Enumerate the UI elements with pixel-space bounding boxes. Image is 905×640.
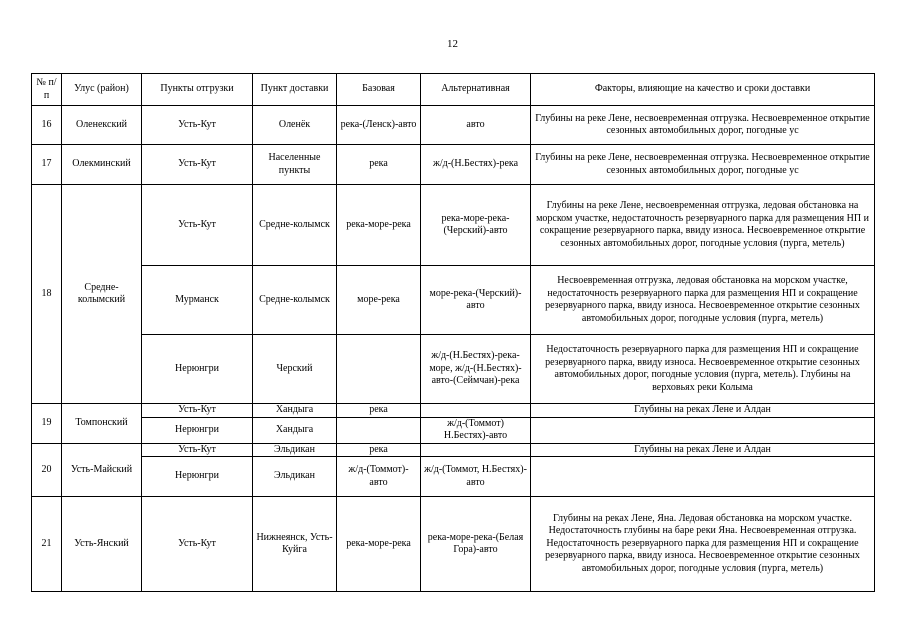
header-factors: Факторы, влияющие на качество и сроки доставки: [531, 74, 875, 106]
shipping-point: Нерюнгри: [142, 457, 253, 497]
row-number: 16: [32, 106, 62, 145]
base-route: море-река: [337, 266, 421, 335]
shipping-point: Усть-Кут: [142, 145, 253, 185]
row-number: 21: [32, 497, 62, 592]
factors-text: Глубины на реке Лене, несвоевременная отгрузка. Несвоевременное открытие сезонных автомобильных дорог, погодные ус: [531, 145, 875, 185]
factors-text: Недостаточность резервуарного парка для размещения НП и сокращение резервуарного парка, ввиду износа. Несвоевременное открытие сезонных автомобильных дорог, погодные условия (пурга, метель). Глубины на верховьях реки Колыма: [531, 335, 875, 404]
ulus-name: Томпонский: [62, 404, 142, 444]
base-route: ж/д-(Томмот)-авто: [337, 457, 421, 497]
shipping-point: Усть-Кут: [142, 106, 253, 145]
factors-text: [531, 417, 875, 443]
header-alt: Альтернативная: [421, 74, 531, 106]
table-row: [32, 266, 875, 335]
shipping-point: Нерюнгри: [142, 417, 253, 443]
header-delivery: Пункт доставки: [253, 74, 337, 106]
row-number: 18: [32, 185, 62, 404]
delivery-point: Оленёк: [253, 106, 337, 145]
alt-route: ж/д-(Н.Бестях)-река-море, ж/д-(Н.Бестях)-авто-(Сеймчан)-река: [421, 335, 531, 404]
factors-text: [531, 457, 875, 497]
delivery-point: Средне-колымск: [253, 185, 337, 266]
table-row: [32, 417, 875, 443]
page-number: 12: [447, 38, 458, 50]
shipping-point: Усть-Кут: [142, 185, 253, 266]
table-header-row: [32, 74, 875, 106]
header-num: № п/п: [32, 74, 62, 106]
delivery-point: Эльдикан: [253, 443, 337, 457]
alt-route: [421, 443, 531, 457]
delivery-point: Населенные пункты: [253, 145, 337, 185]
delivery-point: Средне-колымск: [253, 266, 337, 335]
alt-route: река-море-река-(Черский)-авто: [421, 185, 531, 266]
alt-route: ж/д-(Н.Бестях)-река: [421, 145, 531, 185]
table-row: [32, 497, 875, 592]
base-route: река: [337, 404, 421, 418]
shipping-point: Мурманск: [142, 266, 253, 335]
alt-route: [421, 404, 531, 418]
delivery-point: Черский: [253, 335, 337, 404]
row-number: 20: [32, 443, 62, 497]
base-route: [337, 335, 421, 404]
alt-route: ж/д-(Томмот) Н.Бестях)-авто: [421, 417, 531, 443]
row-number: 17: [32, 145, 62, 185]
delivery-point: Нижнеянск, Усть-Куйга: [253, 497, 337, 592]
row-number: 19: [32, 404, 62, 444]
alt-route: ж/д-(Томмот, Н.Бестях)-авто: [421, 457, 531, 497]
table-row: [32, 457, 875, 497]
ulus-name: Усть-Янский: [62, 497, 142, 592]
factors-text: Глубины на реках Лене и Алдан: [531, 443, 875, 457]
base-route: [337, 417, 421, 443]
shipping-point: Усть-Кут: [142, 443, 253, 457]
base-route: река-море-река: [337, 185, 421, 266]
table-row: [32, 106, 875, 145]
shipping-point: Нерюнгри: [142, 335, 253, 404]
base-route: река: [337, 145, 421, 185]
delivery-point: Хандыга: [253, 404, 337, 418]
header-base: Базовая: [337, 74, 421, 106]
base-route: река-море-река: [337, 497, 421, 592]
delivery-table: [31, 73, 875, 592]
header-ulus: Улус (район): [62, 74, 142, 106]
table-row: [32, 443, 875, 457]
ulus-name: Усть-Майский: [62, 443, 142, 497]
factors-text: Глубины на реке Лене, несвоевременная отгрузка. Несвоевременное открытие сезонных автомобильных дорог, погодные ус: [531, 106, 875, 145]
base-route: река-(Ленск)-авто: [337, 106, 421, 145]
factors-text: Несвоевременная отгрузка, ледовая обстановка на морском участке, недостаточность резервуарного парка для размещения НП и сокращение резервуарного парка, ввиду износа. Несвоевременное открытие сезонных автомобильных дорог, погодные условия (пурга, метель): [531, 266, 875, 335]
ulus-name: Олекминский: [62, 145, 142, 185]
ulus-name: Оленекский: [62, 106, 142, 145]
table-row: [32, 335, 875, 404]
delivery-point: Хандыга: [253, 417, 337, 443]
factors-text: Глубины на реках Лене и Алдан: [531, 404, 875, 418]
table-row: [32, 185, 875, 266]
alt-route: море-река-(Черский)-авто: [421, 266, 531, 335]
table-row: [32, 404, 875, 418]
alt-route: авто: [421, 106, 531, 145]
shipping-point: Усть-Кут: [142, 497, 253, 592]
table-row: [32, 145, 875, 185]
ulus-name: Средне-колымский: [62, 185, 142, 404]
factors-text: Глубины на реке Лене, несвоевременная отгрузка, ледовая обстановка на морском участке, недостаточность резервуарного парка для размещения НП и сокращение резервуарного парка, ввиду износа. Несвоевременное открытие сезонных автомобильных дорог, погодные условия (пурга, метель): [531, 185, 875, 266]
header-shipping: Пункты отгрузки: [142, 74, 253, 106]
delivery-point: Эльдикан: [253, 457, 337, 497]
shipping-point: Усть-Кут: [142, 404, 253, 418]
alt-route: река-море-река-(Белая Гора)-авто: [421, 497, 531, 592]
base-route: река: [337, 443, 421, 457]
factors-text: Глубины на реках Лене, Яна. Ледовая обстановка на морском участке. Недостаточность глубины на баре реки Яна. Несвоевременная отгрузка. Недостаточность резервуарного парка для размещения НП и сокращение резервуарного парка, ввиду износа. Несвоевременное открытие сезонных автомобильных дорог, погодные условия (пурга, метель): [531, 497, 875, 592]
